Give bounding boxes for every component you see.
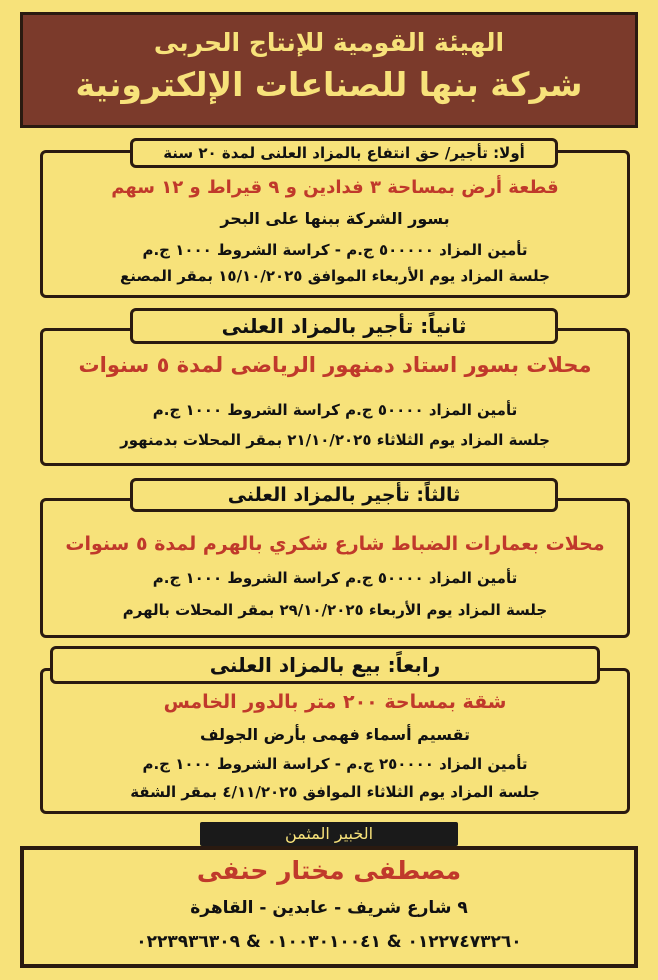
- expert-label: الخبير المثمن: [200, 822, 458, 846]
- section-4-session: جلسة المزاد يوم الثلاثاء الموافق ٤/١١/٢٠٢٥ بمقر الشقة: [130, 783, 540, 801]
- header-banner: [20, 12, 638, 128]
- section-2: [40, 328, 630, 466]
- section-1-title: أولا: تأجير/ حق انتفاع بالمزاد العلنى لمدة ٢٠ سنة: [130, 138, 558, 168]
- section-1-session: جلسة المزاد يوم الأربعاء الموافق ١٥/١٠/٢٠٢٥ بمقر المصنع: [120, 267, 550, 285]
- expert-box: [20, 846, 638, 968]
- section-4-title: رابعاً: بيع بالمزاد العلنى: [50, 646, 600, 684]
- section-3-title: ثالثاً: تأجير بالمزاد العلنى: [130, 478, 558, 512]
- section-1-fees: تأمين المزاد ٥٠٠٠٠٠ ج.م - كراسة الشروط ١٠٠٠ ج.م: [142, 241, 528, 259]
- expert-phones: ٠١٢٢٧٤٧٣٢٦٠ & ٠١٠٠٣٠١٠٠٤١ & ٠٢٢٣٩٣٦٣٠٩: [136, 932, 522, 952]
- section-2-session: جلسة المزاد يوم الثلاثاء ٢١/١٠/٢٠٢٥ بمقر المحلات بدمنهور: [120, 431, 550, 449]
- section-4-item: شقة بمساحة ٢٠٠ متر بالدور الخامس: [163, 691, 507, 713]
- company-name: شركة بنها للصناعات الإلكترونية: [75, 65, 583, 104]
- section-4-fees: تأمين المزاد ٢٥٠٠٠٠ ج.م - كراسة الشروط ١٠٠٠ ج.م: [142, 755, 528, 773]
- section-3-fees: تأمين المزاد ٥٠٠٠٠ ج.م كراسة الشروط ١٠٠٠ ج.م: [152, 569, 518, 587]
- section-3-item: محلات بعمارات الضباط شارع شكري بالهرم لمدة ٥ سنوات: [65, 533, 605, 555]
- section-2-fees: تأمين المزاد ٥٠٠٠٠ ج.م كراسة الشروط ١٠٠٠ ج.م: [152, 401, 518, 419]
- section-3-session: جلسة المزاد يوم الأربعاء ٢٩/١٠/٢٠٢٥ بمقر المحلات بالهرم: [122, 601, 548, 619]
- section-3: [40, 498, 630, 638]
- section-4: [40, 668, 630, 814]
- section-1-item: قطعة أرض بمساحة ٣ فدادين و ٩ قيراط و ١٢ سهم: [111, 177, 559, 198]
- section-2-title: ثانياً: تأجير بالمزاد العلنى: [130, 308, 558, 344]
- section-1: [40, 150, 630, 298]
- section-4-item-location: تقسيم أسماء فهمى بأرض الجولف: [199, 725, 471, 744]
- authority-name: الهيئة القومية للإنتاج الحربى: [153, 28, 505, 57]
- section-2-item: محلات بسور استاد دمنهور الرياضى لمدة ٥ سنوات: [78, 353, 592, 377]
- section-1-item-location: بسور الشركة ببنها على البحر: [220, 209, 450, 228]
- expert-name: مصطفى مختار حنفى: [196, 856, 462, 885]
- expert-address: ٩ شارع شريف - عابدين - القاهرة: [190, 898, 468, 918]
